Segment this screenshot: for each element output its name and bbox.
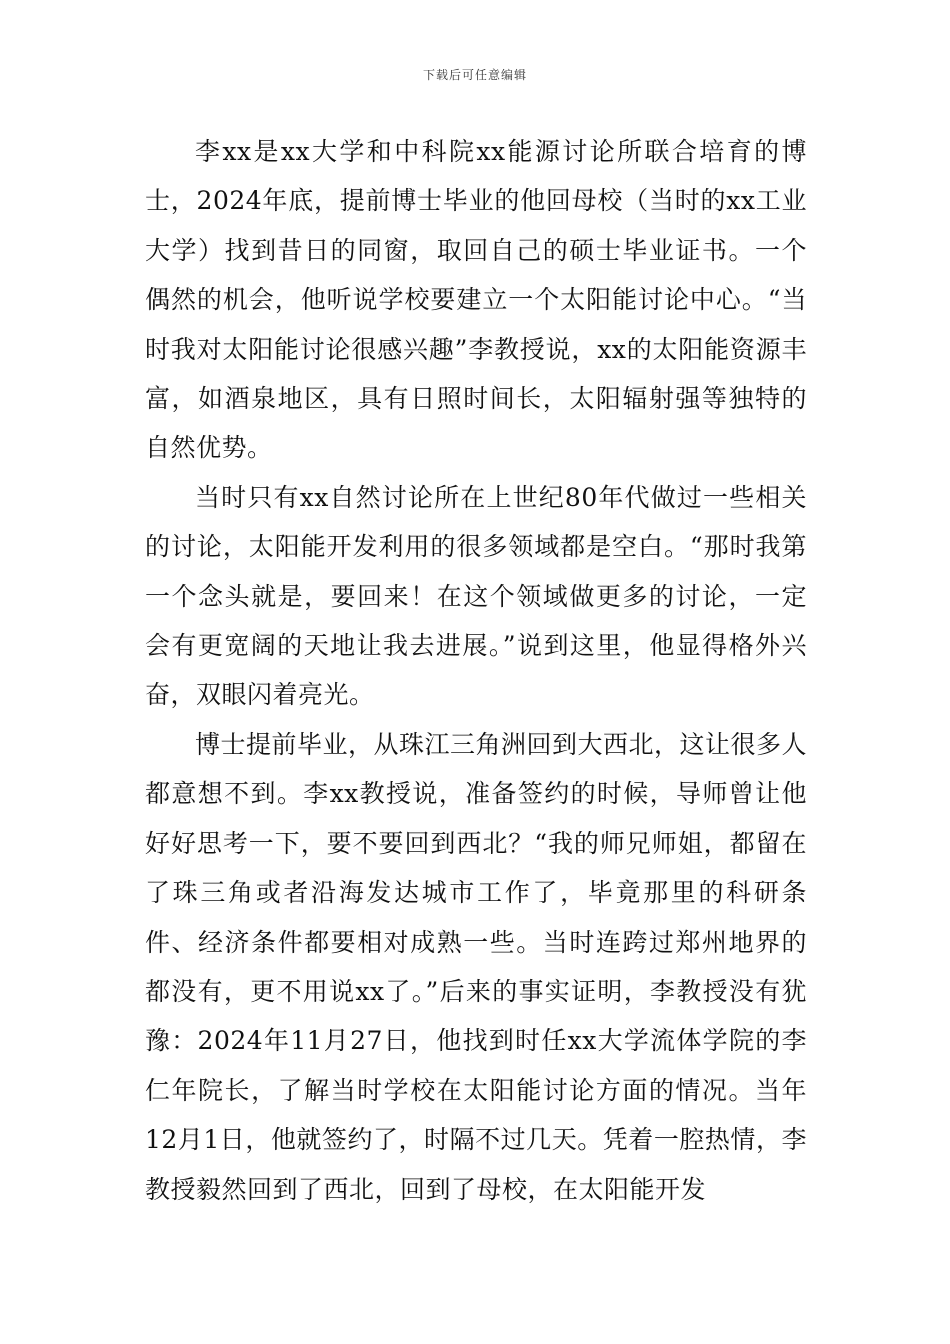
header-note: 下载后可任意编辑: [422, 68, 527, 82]
paragraph: 当时只有xx自然讨论所在上世纪80年代做过一些相关的讨论，太阳能开发利用的很多领域都是空白。“那时我第一个念头就是，要回来！在这个领域做更多的讨论，一定会有更宽阔的天地让我去进展。”说到这里，他显得格外兴奋，双眼闪着亮光。: [145, 482, 807, 710]
paragraph: 李xx是xx大学和中科院xx能源讨论所联合培育的博士，2024年底，提前博士毕业的他回母校（当时的xx工业大学）找到昔日的同窗，取回自己的硕士毕业证书。一个偶然的机会，他听说学校要建立一个太阳能讨论中心。“当时我对太阳能讨论很感兴趣”李教授说，xx的太阳能资源丰富，如酒泉地区，具有日照时间长，太阳辐射强等独特的自然优势。: [145, 137, 807, 463]
paragraph: 博士提前毕业，从珠江三角洲回到大西北，这让很多人都意想不到。李xx教授说，准备签约的时候，导师曾让他好好思考一下，要不要回到西北？“我的师兄师姐，都留在了珠三角或者沿海发达城市工作了，毕竟那里的科研条件、经济条件都要相对成熟一些。当时连跨过郑州地界的都没有，更不用说xx了。”后来的事实证明，李教授没有犹豫：2024年11月27日，他找到时任xx大学流体学院的李仁年院长，了解当时学校在太阳能讨论方面的情况。当年12月1日，他就签约了，时隔不过几天。凭着一腔热情，李教授毅然回到了西北，回到了母校，在太阳能开发: [145, 729, 808, 1204]
document-body: [145, 127, 807, 1214]
